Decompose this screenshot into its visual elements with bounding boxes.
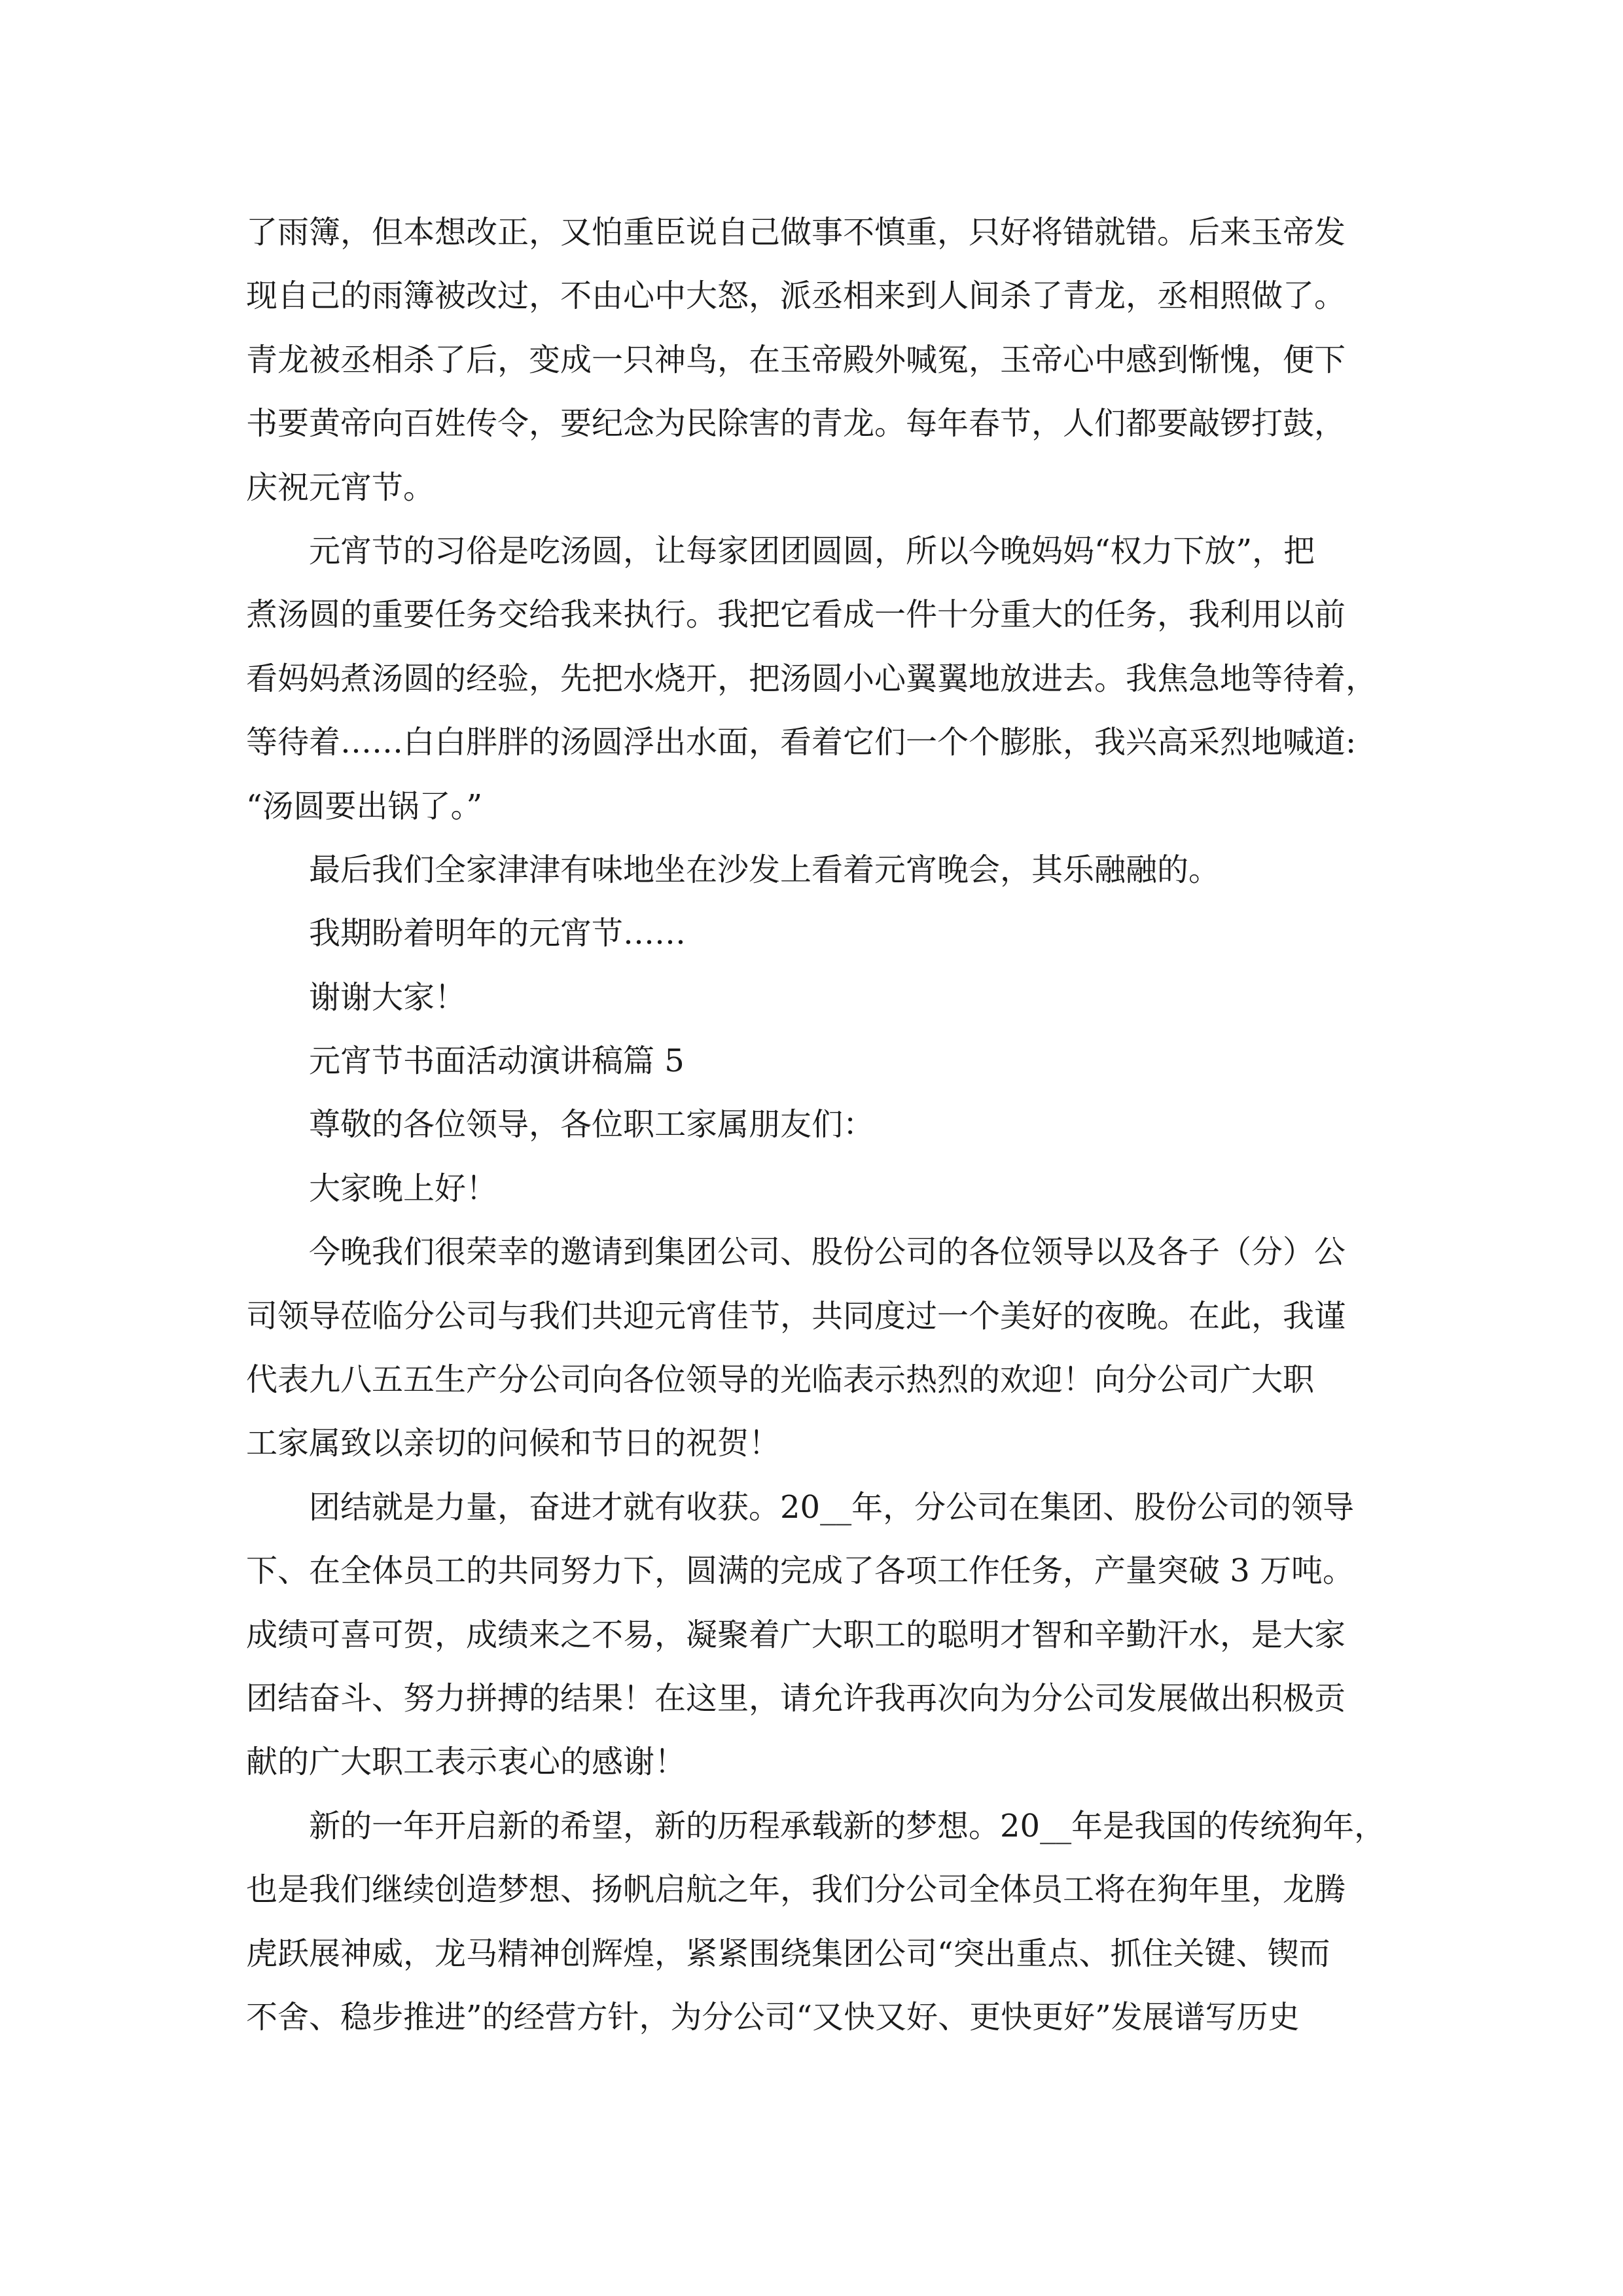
text-line: 司领导莅临分公司与我们共迎元宵佳节，共同度过一个美好的夜晚。在此，我谨 — [246, 1297, 1346, 1335]
text-line: 下、在全体员工的共同努力下，圆满的完成了各项工作任务，产量突破 3 万吨。 — [246, 1552, 1355, 1590]
paragraph-start-line: 团结就是力量，奋进才就有收获。20__年，分公司在集团、股份公司的领导 — [309, 1488, 1355, 1526]
paragraph-start-line: 最后我们全家津津有味地坐在沙发上看着元宵晚会，其乐融融的。 — [309, 851, 1221, 888]
text-line: 现自己的雨簿被改过，不由心中大怒，派丞相来到人间杀了青龙，丞相照做了。 — [246, 278, 1346, 315]
paragraph-start-line: 新的一年开启新的希望，新的历程承载新的梦想。20__年是我国的传统狗年， — [309, 1807, 1386, 1844]
paragraph-start-line: 谢谢大家！ — [309, 978, 467, 1016]
text-line: 不舍、稳步推进”的经营方针，为分公司“又快又好、更快更好”发展谱写历史 — [246, 1998, 1300, 2036]
section-heading: 元宵节书面活动演讲稿篇 5 — [309, 1043, 685, 1080]
body-text — [246, 201, 1393, 2049]
text-line: 工家属致以亲切的问候和节日的祝贺！ — [246, 1425, 781, 1462]
text-line: 成绩可喜可贺，成绩来之不易，凝聚着广大职工的聪明才智和辛勤汗水，是大家 — [246, 1616, 1346, 1653]
text-line: 书要黄帝向百姓传令，要纪念为民除害的青龙。每年春节，人们都要敲锣打鼓， — [246, 405, 1346, 442]
text-line: 了雨簿，但本想改正，又怕重臣说自己做事不慎重，只好将错就错。后来玉帝发 — [246, 214, 1346, 251]
paragraph-start-line: 我期盼着明年的元宵节…… — [309, 915, 687, 952]
text-line: 青龙被丞相杀了后，变成一只神鸟，在玉帝殿外喊冤，玉帝心中感到惭愧，便下 — [246, 341, 1346, 378]
paragraph-start-line: 元宵节的习俗是吃汤圆，让每家团团圆圆，所以今晚妈妈“权力下放”，把 — [309, 532, 1315, 569]
text-line: 虎跃展神威，龙马精神创辉煌，紧紧围绕集团公司“突出重点、抓住关键、锲而 — [246, 1935, 1330, 1972]
text-line: 也是我们继续创造梦想、扬帆启航之年，我们分公司全体员工将在狗年里，龙腾 — [246, 1871, 1346, 1909]
text-line: 等待着……白白胖胖的汤圆浮出水面，看着它们一个个膨胀，我兴高采烈地喊道: — [246, 724, 1357, 761]
text-line: 庆祝元宵节。 — [246, 469, 435, 506]
paragraph-start-line: 今晚我们很荣幸的邀请到集团公司、股份公司的各位领导以及各子（分）公 — [309, 1234, 1346, 1271]
greeting-line: 大家晚上好！ — [309, 1170, 498, 1207]
text-line: 团结奋斗、努力拼搏的结果！在这里，请允许我再次向为分公司发展做出积极贡 — [246, 1679, 1346, 1717]
text-line: 献的广大职工表示衷心的感谢！ — [246, 1744, 687, 1781]
text-line: 煮汤圆的重要任务交给我来执行。我把它看成一件十分重大的任务，我利用以前 — [246, 596, 1346, 634]
text-line: “汤圆要出锅了。” — [246, 787, 483, 825]
text-line: 看妈妈煮汤圆的经验，先把水烧开，把汤圆小心翼翼地放进去。我焦急地等待着， — [246, 660, 1378, 697]
salutation-line: 尊敬的各位领导，各位职工家属朋友们： — [309, 1106, 875, 1143]
text-line: 代表九八五五生产分公司向各位领导的光临表示热烈的欢迎！向分公司广大职 — [246, 1361, 1315, 1399]
